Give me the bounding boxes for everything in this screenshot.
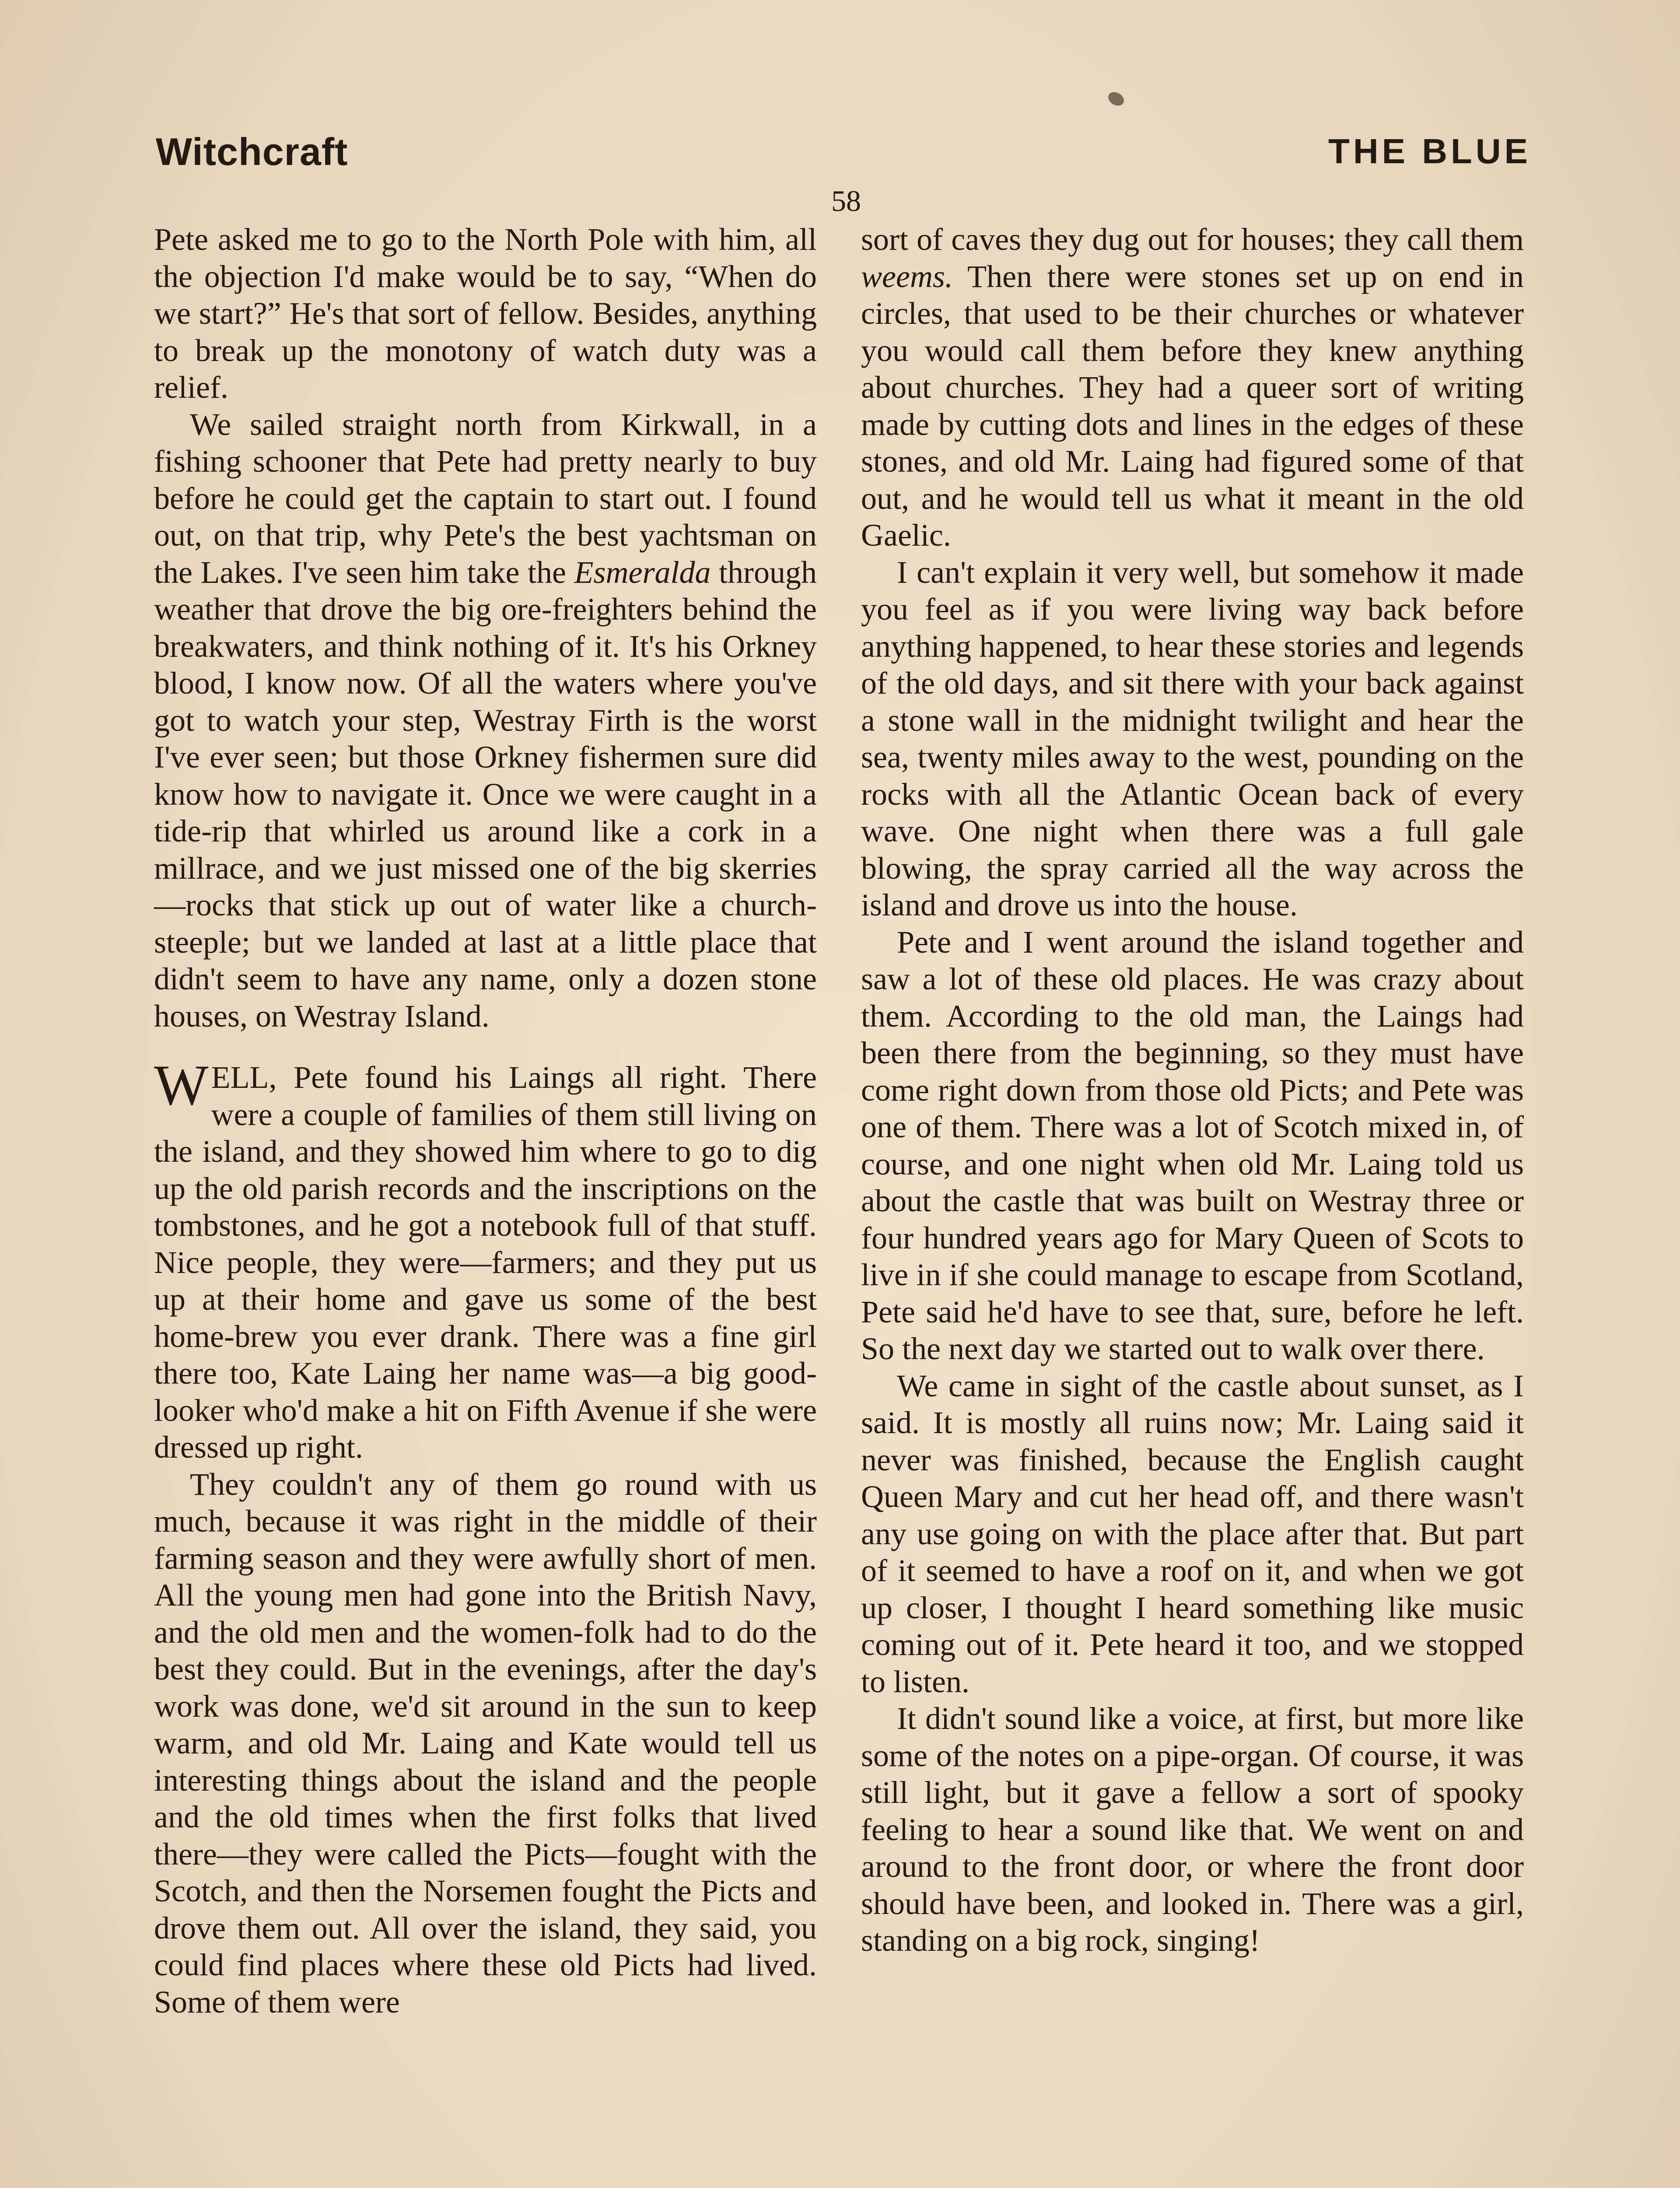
paragraph-section-start <box>154 1053 817 1466</box>
paragraph <box>154 1466 817 2021</box>
italic-term: weems. <box>861 259 953 294</box>
paragraph <box>861 554 1524 924</box>
paragraph-text: It didn't sound like a voice, at first, but more like some of the notes on a pipe-organ. Of course, it was still light, but it gave a fellow a sort of spooky feeling to hear a sound like that. We went on and around to the front door, or where the front door should have been, and looked in. There was a girl, standing on a big rock, singing! <box>861 1701 1524 1958</box>
paragraph <box>861 1368 1524 1701</box>
paragraph-text: Pete and I went around the island together and saw a lot of these old places. He was crazy about them. According to the old man, the Laings had been there from the beginning, so they must have come right down from those old Picts; and Pete was one of them. There was a lot of Scotch mixed in, of course, and one night when old Mr. Laing told us about the castle that was built on Westray three or four hundred years ago for Mary Queen of Scots to live in if she could manage to escape from Scotland, Pete said he'd have to see that, sure, before he left. So the next day we started out to walk over there. <box>861 924 1524 1366</box>
paragraph-text: through weather that drove the big ore-freighters behind the breakwaters, and think nothing of it. It's his Orkney blood, I know now. Of all the waters where you've got to watch your step, Westray Firth is the worst I've ever seen; but those Orkney fishermen sure did know how to navigate it. Once we were caught in a tide-rip that whirled us around like a cork in a millrace, and we just missed one of the big skerries—rocks that stick up out of water like a church-steeple; but we landed at last at a little place that didn't seem to have any name, only a dozen stone houses, on Westray Island. <box>154 554 817 1034</box>
drop-cap: W <box>154 1053 209 1117</box>
paragraph-text: Then there were stones set up on end in circles, that used to be their churches or whatever you would call them before they knew anything about churches. They had a queer sort of writing made by cutting dots and lines in the edges of these stones, and old Mr. Laing had figured some of that out, and he would tell us what it meant in the old Gaelic. <box>861 259 1524 553</box>
running-head-magazine: THE BLUE <box>1328 132 1531 171</box>
paragraph-text: I can't explain it very well, but somehow it made you feel as if you were living way back before anything happened, to hear these stories and legends of the old days, and sit there with your back against a stone wall in the midnight twilight and hear the sea, twenty miles away to the west, pounding on the rocks with all the Atlantic Ocean back of every wave. One night when there was a full gale blowing, the spray carried all the way across the island and drove us into the house. <box>861 554 1524 922</box>
page-number: 58 <box>831 184 861 217</box>
paragraph-text: Pete asked me to go to the North Pole with him, all the objection I'd make would be to say, “When do we start?” He's that sort of fellow. Besides, anything to break up the monotony of watch duty was a relief. <box>154 222 817 405</box>
left-column <box>154 221 817 2020</box>
paragraph <box>861 1700 1524 1959</box>
ship-name: Esmeralda <box>574 554 711 590</box>
paragraph-text: We came in sight of the castle about sunset, as I said. It is mostly all ruins now; Mr. Laing said it never was finished, because the English caught Queen Mary and cut her head off, and there wasn't any use going on with the place after that. But part of it seemed to have a roof on it, and when we got up closer, I thought I heard something like music coming out of it. Pete heard it too, and we stopped to listen. <box>861 1368 1524 1699</box>
paragraph <box>861 221 1524 554</box>
paragraph-text: ELL, Pete found his Laings all right. There were a couple of families of them still living on the island, and they showed him where to go to dig up the old parish records and the inscriptions on the tombstones, and he got a notebook full of that stuff. Nice people, they were—farmers; and they put us up at their home and gave us some of the best home-brew you ever drank. There was a fine girl there too, Kate Laing her name was—a big good-looker who'd make a hit on Fifth Avenue if she were dressed up right. <box>154 1060 817 1465</box>
paragraph-text: We sailed straight north from Kirkwall, in a fishing schooner that Pete had pretty nearly to buy before he could get the captain to start out. I found out, on that trip, why Pete's the best yachtsman on the Lakes. I've seen him take the <box>154 407 817 590</box>
running-head-title: Witchcraft <box>156 130 348 173</box>
right-column <box>861 221 1524 1959</box>
paragraph-text: They couldn't any of them go round with us much, because it was right in the middle of their farming season and they were awfully short of men. All the young men had gone into the British Navy, and the old men and the women-folk had to do the best they could. But in the evenings, after the day's work was done, we'd sit around in the sun to keep warm, and old Mr. Laing and Kate would tell us interesting things about the island and the people and the old times when the first folks that lived there—they were called the Picts—fought with the Scotch, and then the Norsemen fought the Picts and drove them out. All over the island, they said, you could find places where these old Picts had lived. Some of them were <box>154 1466 817 2020</box>
paragraph <box>861 924 1524 1368</box>
paragraph-text: sort of caves they dug out for houses; they call them <box>861 222 1524 257</box>
paragraph <box>154 221 817 406</box>
paragraph <box>154 406 817 1035</box>
